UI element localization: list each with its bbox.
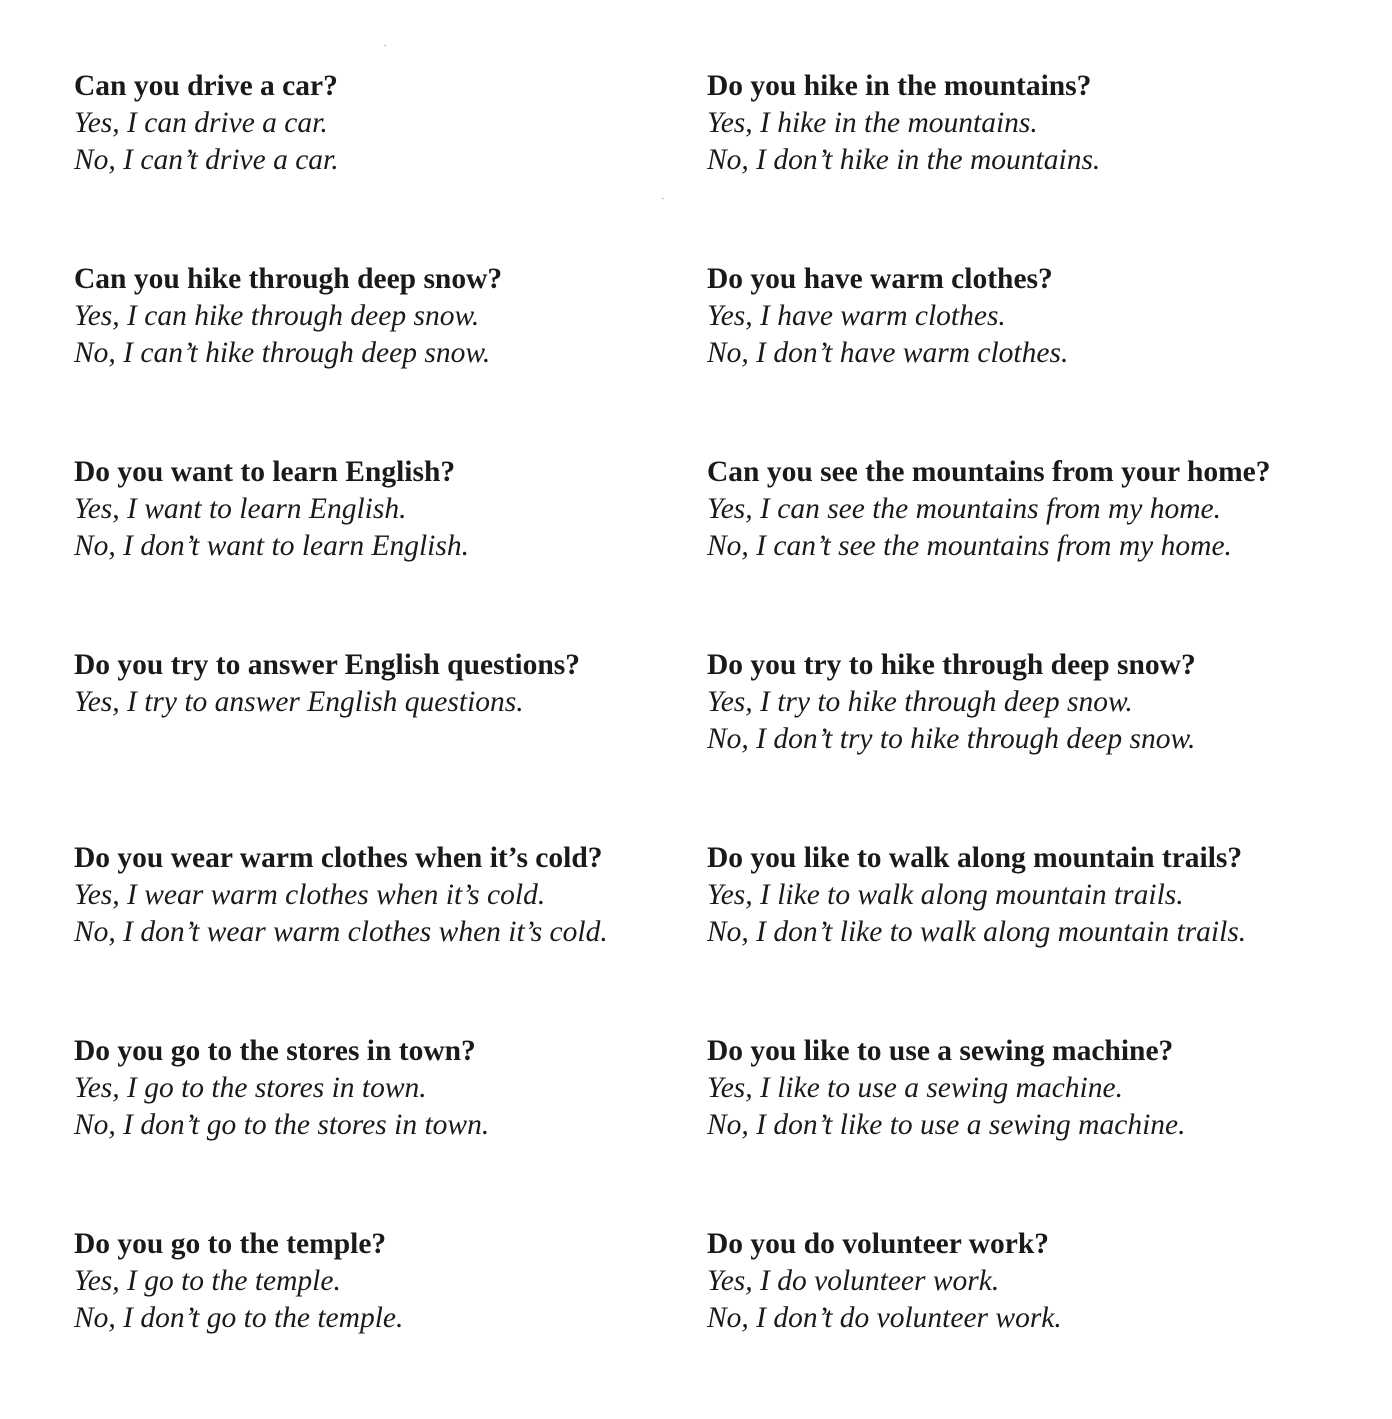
question: Do you like to walk along mountain trails? [707, 842, 1243, 874]
answer-yes: Yes, I can see the mountains from my home. [707, 493, 1222, 525]
qa-block [707, 1226, 1367, 1419]
answer-yes: Yes, I want to learn English. [74, 493, 407, 525]
question: Do you wear warm clothes when it’s cold? [74, 842, 603, 874]
qa-block [74, 840, 684, 1033]
question: Do you hike in the mountains? [707, 70, 1092, 102]
answer-yes: Yes, I go to the stores in town. [74, 1072, 427, 1104]
answer-yes: Yes, I like to use a sewing machine. [707, 1072, 1123, 1104]
answer-yes: Yes, I have warm clothes. [707, 300, 1006, 332]
question: Do you have warm clothes? [707, 263, 1053, 295]
qa-block [707, 68, 1367, 261]
scan-speck [384, 45, 386, 46]
answer-yes: Yes, I can drive a car. [74, 107, 328, 139]
question: Do you try to hike through deep snow? [707, 649, 1196, 681]
qa-block [74, 647, 684, 840]
question: Can you drive a car? [74, 70, 338, 102]
right-column [707, 68, 1367, 1419]
qa-block [74, 454, 684, 647]
answer-no: No, I can’t see the mountains from my home. [707, 530, 1232, 562]
qa-block [74, 261, 684, 454]
answer-no: No, I don’t hike in the mountains. [707, 144, 1101, 176]
answer-no: No, I can’t drive a car. [74, 144, 339, 176]
qa-block [707, 454, 1367, 647]
answer-no: No, I don’t do volunteer work. [707, 1302, 1062, 1334]
answer-no: No, I don’t try to hike through deep snow. [707, 723, 1196, 755]
scan-speck [662, 198, 664, 199]
qa-block [707, 840, 1367, 1033]
answer-no: No, I can’t hike through deep snow. [74, 337, 491, 369]
question: Can you hike through deep snow? [74, 263, 503, 295]
answer-no: No, I don’t like to use a sewing machine. [707, 1109, 1186, 1141]
qa-block [74, 1033, 684, 1226]
question: Do you go to the stores in town? [74, 1035, 476, 1067]
question: Do you want to learn English? [74, 456, 456, 488]
qa-block [707, 261, 1367, 454]
qa-block [707, 647, 1367, 840]
answer-no: No, I don’t want to learn English. [74, 530, 469, 562]
qa-block [74, 1226, 684, 1419]
answer-yes: Yes, I do volunteer work. [707, 1265, 1000, 1297]
answer-yes: Yes, I go to the temple. [74, 1265, 341, 1297]
answer-no: No, I don’t go to the stores in town. [74, 1109, 490, 1141]
question: Do you like to use a sewing machine? [707, 1035, 1174, 1067]
answer-no: No, I don’t have warm clothes. [707, 337, 1069, 369]
answer-no: No, I don’t like to walk along mountain trails. [707, 916, 1247, 948]
question: Do you do volunteer work? [707, 1228, 1050, 1260]
answer-yes: Yes, I wear warm clothes when it’s cold. [74, 879, 546, 911]
answer-yes: Yes, I try to answer English questions. [74, 686, 524, 718]
answer-no: No, I don’t go to the temple. [74, 1302, 404, 1334]
answer-yes: Yes, I hike in the mountains. [707, 107, 1038, 139]
question: Do you go to the temple? [74, 1228, 387, 1260]
answer-yes: Yes, I try to hike through deep snow. [707, 686, 1133, 718]
answer-yes: Yes, I can hike through deep snow. [74, 300, 480, 332]
qa-block [707, 1033, 1367, 1226]
qa-block [74, 68, 684, 261]
question: Can you see the mountains from your home? [707, 456, 1271, 488]
question: Do you try to answer English questions? [74, 649, 580, 681]
answer-no: No, I don’t wear warm clothes when it’s cold. [74, 916, 608, 948]
answer-yes: Yes, I like to walk along mountain trails. [707, 879, 1184, 911]
left-column [74, 68, 684, 1419]
